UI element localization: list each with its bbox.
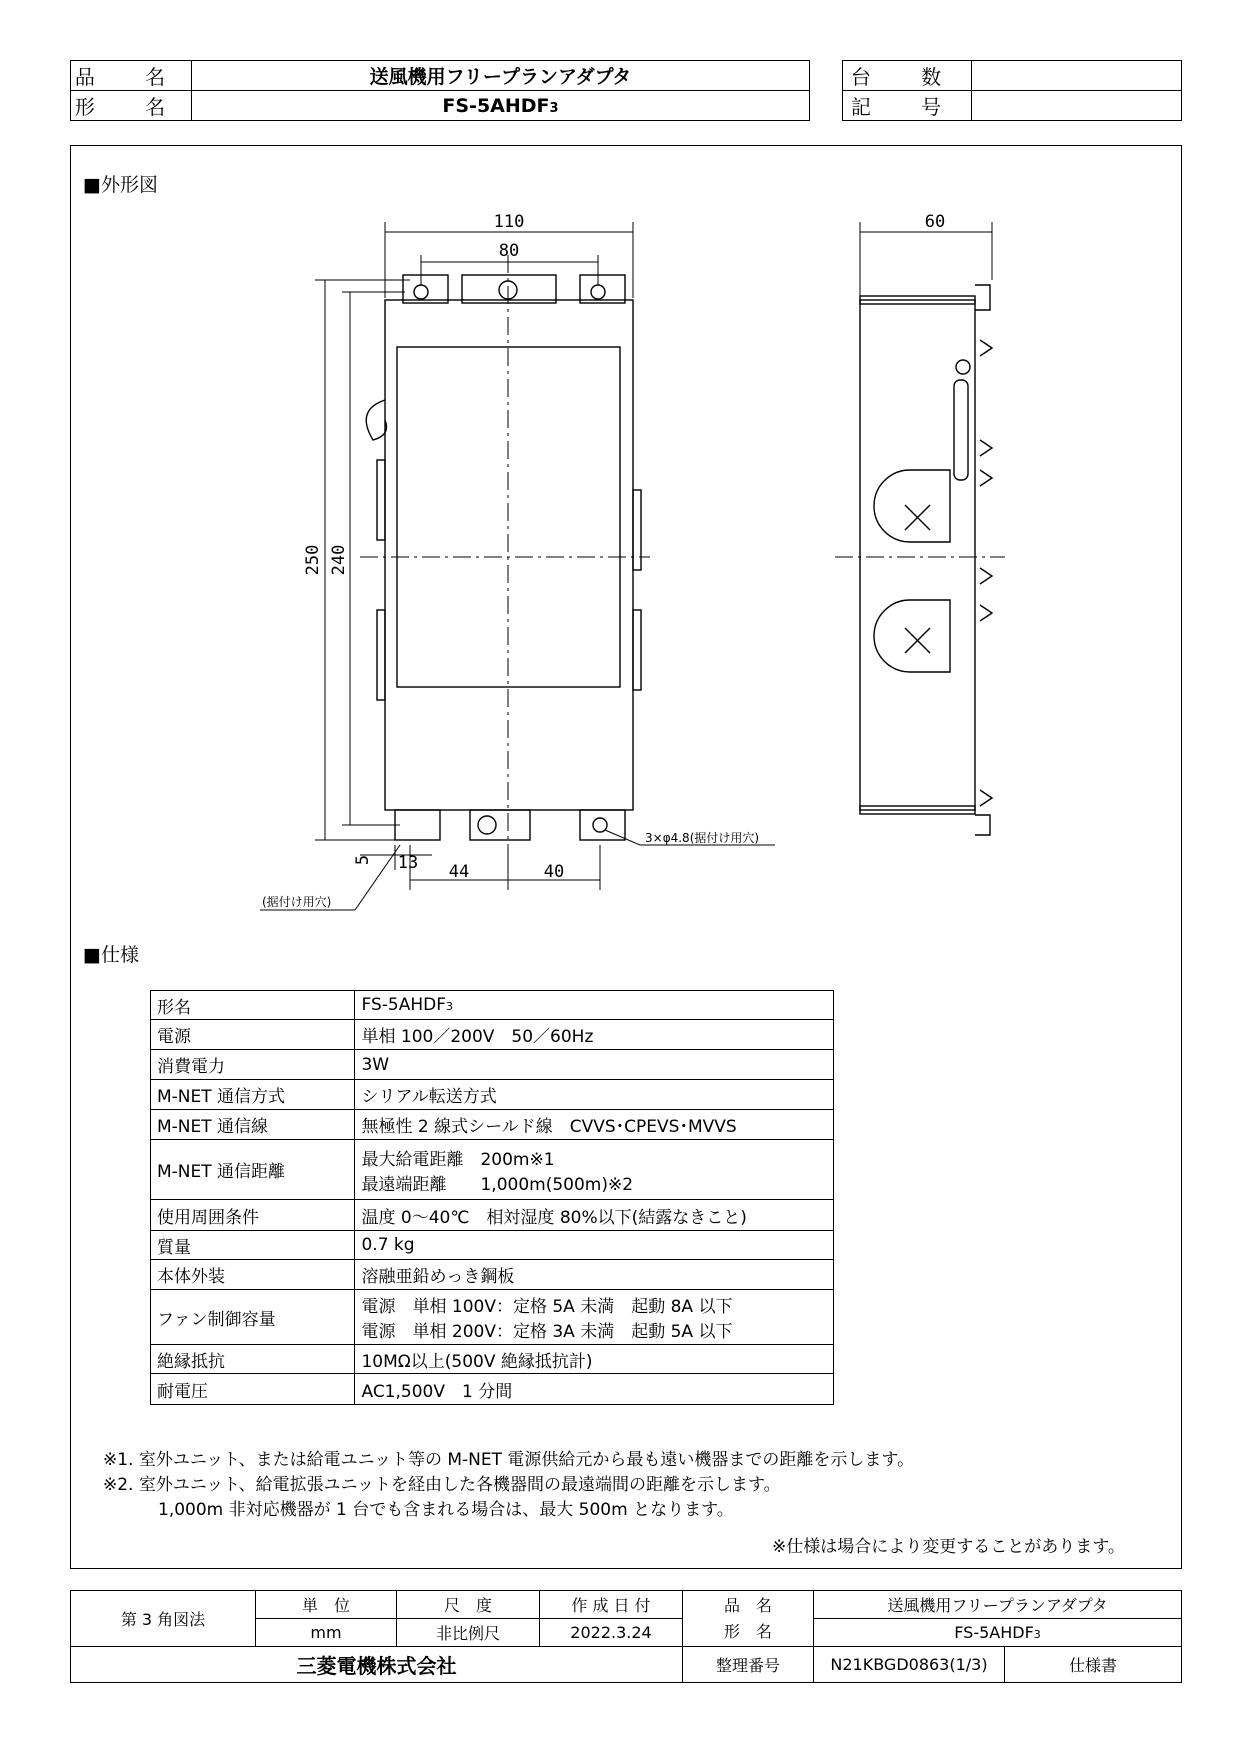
product-name-label: 品 名 [71,61,192,91]
spec-value: シリアル転送方式 [355,1080,834,1110]
spec-label: 形名 [151,991,355,1020]
model-label: 形 名 [723,1621,772,1641]
model-label: 形 名 [71,91,192,121]
name-label: 品 名 [723,1595,772,1615]
spec-value-line: 電源 単相 100V：定格 5A 未満 起動 8A 以下 [361,1297,733,1317]
spec-section-title: ■仕様 [83,944,139,966]
front-body [385,300,633,810]
dim-width-inner: 80 [498,241,520,261]
spec-label: 消費電力 [151,1050,355,1080]
flange-bottom-left [395,810,440,840]
spec-value: 3W [355,1050,834,1080]
dim-bottom-13: 13 [397,853,419,873]
scale-label: 尺 度 [397,1591,540,1619]
note-2: ※2. 室外ユニット、給電拡張ユニットを経由した各機器間の最遠端間の距離を示します。 [103,1475,781,1495]
quantity-label: 台 数 [843,61,972,91]
spec-value [355,1290,834,1345]
flange-bottom-center [470,810,530,840]
dim-width-total: 110 [493,212,525,232]
spec-value: 単相 100／200V 50／60Hz [355,1020,834,1050]
dim-height-total: 250 [303,544,323,576]
spec-label: M-NET 通信距離 [151,1140,355,1200]
unit-label: 単 位 [256,1591,397,1619]
mount-hole-icon [593,818,607,832]
spec-label: ファン制御容量 [151,1290,355,1345]
ref-label: 整理番号 [683,1647,814,1683]
spec-label: 質量 [151,1231,355,1260]
flange-top-left [403,275,448,303]
spec-label: 耐電圧 [151,1374,355,1405]
unit-value: mm [256,1619,397,1647]
mount-hole-icon [591,285,605,299]
spec-value: 0.7 kg [355,1231,834,1260]
spec-value: 無極性 2 線式シールド線 CVVS･CPEVS･MVVS [355,1110,834,1140]
spec-label: 絶縁抵抗 [151,1345,355,1374]
product-name: 送風機用フリープランアダプタ [192,61,810,91]
note-1: ※1. 室外ユニット、または給電ユニット等の M-NET 電源供給元から最も遠い機器までの距離を示します。 [103,1450,915,1470]
dim-side-depth: 60 [924,212,946,232]
company-name: 三菱電機株式会社 [71,1647,683,1683]
footer-model: FS-5AHDF3 [814,1619,1182,1647]
spec-label: 電源 [151,1020,355,1050]
spec-label: M-NET 通信線 [151,1110,355,1140]
dim-height-inner: 240 [329,544,349,576]
dim-bottom-40: 40 [543,862,565,882]
knockout-upper [874,470,950,542]
date-label: 作 成 日 付 [540,1591,683,1619]
dim-bottom-44: 44 [448,862,470,882]
knockout-lower [874,600,950,672]
spec-label: M-NET 通信方式 [151,1080,355,1110]
date-value: 2022.3.24 [540,1619,683,1647]
ref-number: N21KBGD0863(1/3) [814,1647,1005,1683]
note-3: 1,000m 非対応機器が 1 台でも含まれる場合は、最大 500m となります。 [158,1500,734,1520]
spec-value-line: 最大給電距離 200m※1 [361,1149,555,1170]
dim-bottom-5: 5 [353,854,373,866]
model-value: FS-5AHDF3 [192,91,810,121]
scale-value: 非比例尺 [397,1619,540,1647]
change-note: ※仕様は場合により変更することがあります。 [772,1537,1125,1557]
spec-value: 温度 0～40℃ 相対湿度 80%以下(結露なきこと) [355,1200,834,1231]
doc-type: 仕様書 [1005,1647,1182,1683]
spec-value [355,1140,834,1200]
symbol-label: 記 号 [843,91,972,121]
spec-value-line: 最遠端距離 1,000m(500m)※2 [361,1174,634,1195]
flange-top-right [580,275,625,303]
side-body [860,300,975,810]
projection: 第 3 角図法 [71,1591,256,1647]
screw-icon [478,816,496,834]
spec-label: 使用周囲条件 [151,1200,355,1231]
spec-value: FS-5AHDF3 [355,991,834,1020]
spec-value: 溶融亜鉛めっき鋼板 [355,1260,834,1290]
spec-value-line: 電源 単相 200V：定格 3A 未満 起動 5A 以下 [361,1322,733,1342]
name-model-labels [683,1591,814,1647]
hole-note: 3×φ4.8(据付け用穴) [645,831,760,845]
spec-table [150,990,834,1405]
footer-product-name: 送風機用フリープランアダプタ [814,1591,1182,1619]
outline-section-title: ■外形図 [83,174,158,196]
screw-icon [956,360,970,374]
spec-value: 10MΩ以上(500V 絶縁抵抗計) [355,1345,834,1374]
hole-note-left: (据付け用穴) [262,895,332,909]
footer-table [70,1590,1182,1683]
spec-value: AC1,500V 1 分間 [355,1374,834,1405]
spec-label: 本体外装 [151,1260,355,1290]
mount-hole-icon [414,285,428,299]
